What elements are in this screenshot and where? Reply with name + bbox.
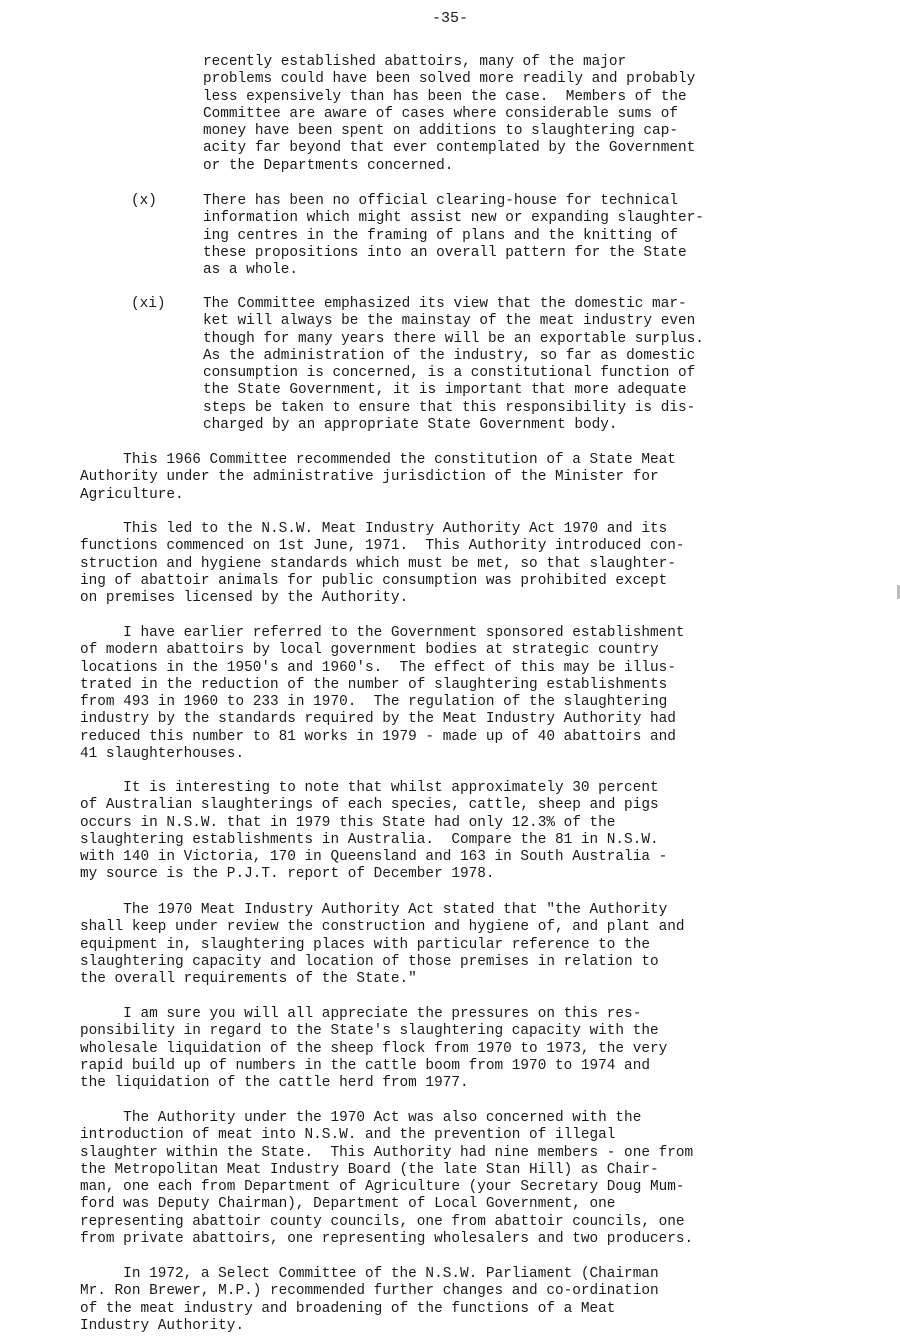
text-line: recently established abattoirs, many of the major	[203, 54, 627, 70]
text-line: wholesale liquidation of the sheep flock from 1970 to 1973, the very	[80, 1040, 668, 1057]
text-line: the liquidation of the cattle herd from 1977.	[80, 1075, 469, 1092]
text-line: these propositions into an overall pattern for the State	[203, 244, 687, 261]
text-line: ing of abattoir animals for public consumption was prohibited except	[80, 572, 668, 589]
text-line: slaughter within the State. This Authority had nine members - one from	[80, 1144, 694, 1161]
text-line: As the administration of the industry, so far as domestic	[203, 347, 696, 364]
text-line: of Australian slaughterings of each species, cattle, sheep and pigs	[80, 797, 659, 814]
text-line: occurs in N.S.W. that in 1979 this State had only 12.3% of the	[80, 814, 616, 831]
text-line: consumption is concerned, is a constitutional function of	[203, 365, 696, 382]
text-line: This 1966 Committee recommended the constitution of a State Meat	[80, 452, 676, 468]
paragraph	[80, 1266, 659, 1335]
text-line: It is interesting to note that whilst approximately 30 percent	[80, 780, 659, 796]
text-line: I am sure you will all appreciate the pressures on this res-	[80, 1006, 642, 1022]
paragraph	[80, 780, 667, 884]
text-line: ford was Deputy Chairman), Department of Local Government, one	[80, 1196, 616, 1213]
text-line: Industry Authority.	[80, 1317, 245, 1334]
text-line: slaughtering establishments in Australia. Compare the 81 in N.S.W.	[80, 831, 659, 848]
text-line: the overall requirements of the State."	[80, 971, 417, 988]
text-line: There has been no official clearing-house for technical	[203, 193, 678, 209]
paragraph	[80, 521, 685, 607]
text-line: problems could have been solved more readily and probably	[203, 71, 696, 88]
text-line: of the meat industry and broadening of the functions of a Meat	[80, 1300, 616, 1317]
text-line: In 1972, a Select Committee of the N.S.W. Parliament (Chairman	[80, 1266, 659, 1282]
text-line: introduction of meat into N.S.W. and the prevention of illegal	[80, 1127, 616, 1144]
text-line: locations in the 1950's and 1960's. The effect of this may be illus-	[80, 659, 676, 676]
list-item-label: (x)	[131, 193, 157, 209]
text-line: acity far beyond that ever contemplated by the Government	[203, 140, 696, 157]
list-item-text	[203, 193, 704, 279]
text-line: rapid build up of numbers in the cattle boom from 1970 to 1974 and	[80, 1057, 650, 1074]
text-line: man, one each from Department of Agriculture (your Secretary Doug Mum-	[80, 1179, 685, 1196]
text-line: with 140 in Victoria, 170 in Queensland and 163 in South Australia -	[80, 849, 668, 866]
text-line: 41 slaughterhouses.	[80, 746, 245, 763]
text-line: Mr. Ron Brewer, M.P.) recommended further changes and co-ordination	[80, 1283, 659, 1300]
text-line: The 1970 Meat Industry Authority Act stated that "the Authority	[80, 902, 668, 918]
text-line: on premises licensed by the Authority.	[80, 590, 409, 607]
text-line: trated in the reduction of the number of slaughtering establishments	[80, 676, 668, 693]
list-item-text	[203, 296, 704, 434]
text-line: Agriculture.	[80, 486, 184, 503]
text-line: money have been spent on additions to slaughtering cap-	[203, 123, 678, 140]
text-line: shall keep under review the construction and hygiene of, and plant and	[80, 919, 685, 936]
text-line: I have earlier referred to the Government sponsored establishment	[80, 625, 685, 641]
text-line: steps be taken to ensure that this responsibility is dis-	[203, 399, 696, 416]
text-line: The Committee emphasized its view that the domestic mar-	[203, 296, 687, 312]
text-line: ket will always be the mainstay of the meat industry even	[203, 313, 696, 330]
list-item-text	[203, 54, 695, 175]
paragraph	[80, 452, 676, 504]
paragraph	[80, 902, 685, 988]
text-line: ing centres in the framing of plans and the knitting of	[203, 227, 678, 244]
text-line: from private abattoirs, one representing wholesalers and two producers.	[80, 1231, 694, 1248]
text-line: information which might assist new or expanding slaughter-	[203, 210, 704, 227]
paragraph	[80, 625, 685, 763]
text-line: ponsibility in regard to the State's slaughtering capacity with the	[80, 1023, 659, 1040]
paragraph	[80, 1006, 667, 1092]
text-line: of modern abattoirs by local government bodies at strategic country	[80, 642, 659, 659]
text-line: equipment in, slaughtering places with particular reference to the	[80, 936, 650, 953]
text-line: or the Departments concerned.	[203, 157, 454, 174]
text-line: industry by the standards required by the Meat Industry Authority had	[80, 711, 676, 728]
text-line: representing abattoir county councils, one from abattoir councils, one	[80, 1213, 685, 1230]
list-item-label: (xi)	[131, 296, 166, 312]
text-line: reduced this number to 81 works in 1979 - made up of 40 abattoirs and	[80, 728, 676, 745]
text-line: struction and hygiene standards which must be met, so that slaughter-	[80, 555, 676, 572]
text-line: charged by an appropriate State Government body.	[203, 417, 618, 434]
text-line: slaughtering capacity and location of those premises in relation to	[80, 953, 659, 970]
text-line: less expensively than has been the case. Members of the	[203, 88, 687, 105]
text-line: my source is the P.J.T. report of December 1978.	[80, 866, 495, 883]
text-line: Committee are aware of cases where considerable sums of	[203, 105, 678, 122]
text-line: The Authority under the 1970 Act was also concerned with the	[80, 1110, 642, 1126]
page-number: -35-	[431, 10, 468, 27]
text-line: the Metropolitan Meat Industry Board (the late Stan Hill) as Chair-	[80, 1161, 659, 1178]
text-line: functions commenced on 1st June, 1971. This Authority introduced con-	[80, 538, 685, 555]
text-line: the State Government, it is important that more adequate	[203, 382, 687, 399]
text-line: Authority under the administrative jurisdiction of the Minister for	[80, 469, 659, 486]
paragraph	[80, 1110, 693, 1248]
text-line: from 493 in 1960 to 233 in 1970. The regulation of the slaughtering	[80, 694, 668, 711]
text-line: though for many years there will be an exportable surplus.	[203, 330, 704, 347]
text-line: as a whole.	[203, 262, 298, 279]
text-line: This led to the N.S.W. Meat Industry Authority Act 1970 and its	[80, 521, 668, 537]
